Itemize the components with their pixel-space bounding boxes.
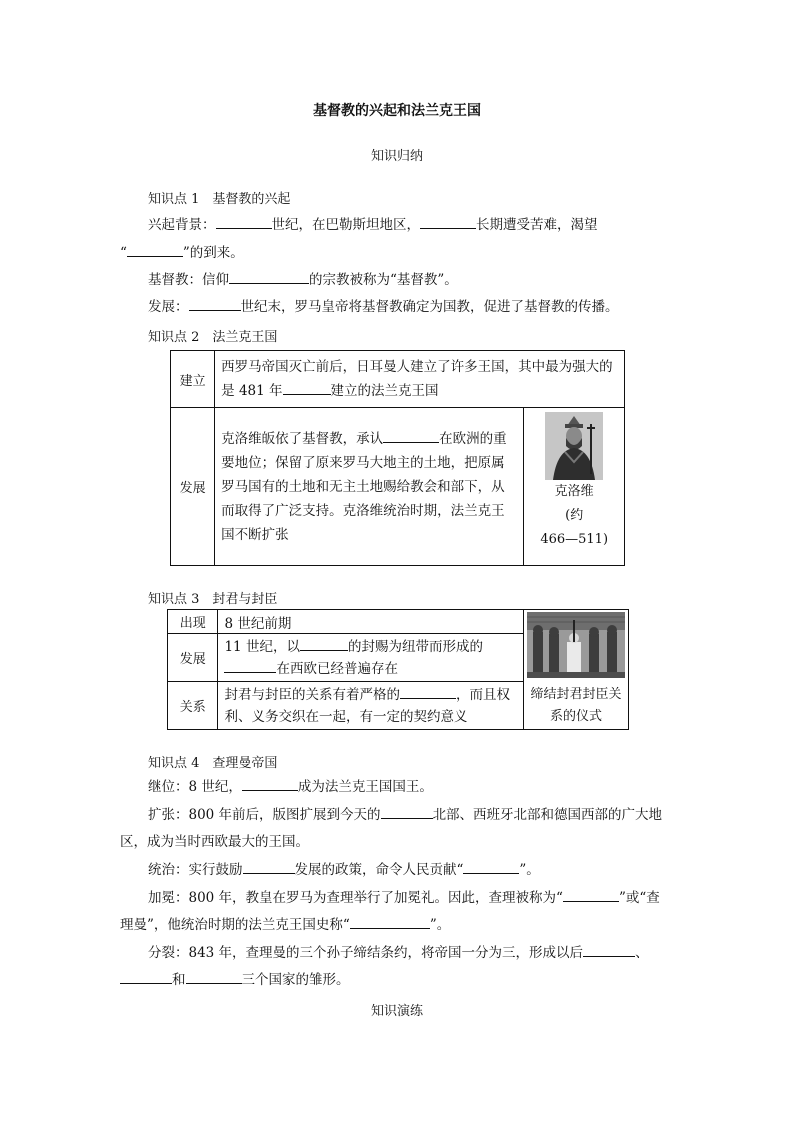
kp4-split-b: 、 xyxy=(635,945,649,961)
kp4-split-c: 和 xyxy=(172,972,186,988)
kp4-succession-line xyxy=(148,774,676,800)
kp4-heading: 知识点 4 查理曼帝国 xyxy=(148,756,278,771)
kp4-rule-line xyxy=(148,857,676,883)
kp1-christianity-a: 基督教：信仰 xyxy=(148,272,229,288)
kp2-founding-a: 西罗马帝国灭亡前后，日耳曼人建立了许多王国，其中最为强大的是 481 年 xyxy=(221,359,613,399)
kp1-background-b: 世纪，在巴勒斯坦地区， xyxy=(271,217,420,233)
kp3-image-cell xyxy=(524,610,629,730)
kp4-rule-b: 发展的政策，命令人民贡献“ xyxy=(294,862,464,878)
kp2-founding-b: 建立的法兰克王国 xyxy=(330,383,439,399)
kp2-row-development xyxy=(171,408,625,566)
kp1-background-c: 长期遭受苦难，渴望 xyxy=(476,217,598,233)
kp2-dev-text xyxy=(215,423,523,551)
kp1-background-line2 xyxy=(120,240,676,266)
portrait-caption-approx: (约 xyxy=(565,508,584,523)
kp1-christianity-line xyxy=(148,267,676,293)
kp2-founding-text xyxy=(215,351,624,407)
kp4-crown-line xyxy=(148,885,676,911)
kp1-background-d: “ xyxy=(120,245,127,261)
blank[interactable] xyxy=(189,296,241,311)
kp2-portrait-cell xyxy=(524,408,625,566)
kp3-row-appear xyxy=(168,610,629,634)
blank[interactable] xyxy=(400,684,456,699)
kp4-split-a: 分裂：843 年，查理曼的三个孙子缔结条约，将帝国一分为三，形成以后 xyxy=(148,945,584,961)
blank[interactable] xyxy=(283,380,331,395)
kp4-crown-b: ”或“查 xyxy=(618,890,660,906)
kp4-crown-a: 加冕：800 年，教皇在罗马为查理举行了加冕礼。因此，查理被称为“ xyxy=(148,890,563,906)
kp3-dev-b: 的封赐为纽带而形成的 xyxy=(347,638,483,655)
ceremony-image xyxy=(527,612,625,678)
kp4-rule-c: ”。 xyxy=(519,862,540,878)
kp2-dev-a: 克洛维皈依了基督教，承认 xyxy=(221,430,384,447)
kp3-rel-text xyxy=(218,683,523,729)
kp3-heading: 知识点 3 封君与封臣 xyxy=(148,592,278,607)
kp4-split-line2 xyxy=(120,967,676,993)
kp4-rule-a: 统治：实行鼓励 xyxy=(148,862,243,878)
section-subtitle: 知识归纳 xyxy=(370,149,423,164)
kp1-development-b: 世纪末，罗马皇帝将基督教确定为国教，促进了基督教的传播。 xyxy=(240,299,619,315)
ceremony-caption: 缔结封君封臣关系的仪式 xyxy=(530,687,622,724)
blank[interactable] xyxy=(229,269,309,284)
kp2-heading: 知识点 2 法兰克王国 xyxy=(148,330,278,345)
blank[interactable] xyxy=(563,887,619,902)
kp3-rel-label: 关系 xyxy=(168,682,218,730)
blank[interactable] xyxy=(300,636,348,651)
kp2-founding-cell xyxy=(215,351,625,408)
kp4-crown-c: 理曼”，他统治时期的法兰克王国史称“ xyxy=(120,917,350,933)
kp3-dev-cell xyxy=(218,634,524,682)
kp1-christianity-b: 的宗教被称为“基督教”。 xyxy=(309,272,458,288)
blank[interactable] xyxy=(381,804,433,819)
kp4-expansion-line xyxy=(148,802,676,828)
kp4-crown-d: ”。 xyxy=(429,917,451,933)
blank[interactable] xyxy=(242,776,298,791)
portrait-caption-years: 466—511) xyxy=(540,532,609,547)
kp1-development-line xyxy=(148,294,676,320)
kp2-dev-cell xyxy=(215,408,524,566)
kp4-expansion-a: 扩张：800 年前后，版图扩展到今天的 xyxy=(148,807,381,823)
kp3-dev-a: 11 世纪，以 xyxy=(224,638,300,655)
kp2-table xyxy=(170,350,625,566)
kp3-dev-text xyxy=(218,635,523,681)
kp1-development-a: 发展： xyxy=(148,299,189,315)
blank[interactable] xyxy=(120,969,172,984)
kp3-rel-a: 封君与封臣的关系有着严格的 xyxy=(224,686,400,703)
kp4-split-line xyxy=(148,940,676,966)
kp1-heading: 知识点 1 基督教的兴起 xyxy=(148,192,291,207)
kp2-founding-label: 建立 xyxy=(171,351,215,408)
kp3-appear-text: 8 世纪前期 xyxy=(218,610,524,634)
kp2-dev-b: 在欧洲的重要地位；保留了原来罗马大地主的土地，把原属罗马国有的土地和无主土地赐给教会和部下，从而取得了广泛支持。克洛维统治时期，法兰克王国不断扩张 xyxy=(221,430,507,543)
blank[interactable] xyxy=(216,214,272,229)
kp4-succession-a: 继位：8 世纪， xyxy=(148,779,242,795)
blank[interactable] xyxy=(583,942,635,957)
blank[interactable] xyxy=(186,969,242,984)
blank[interactable] xyxy=(463,859,519,874)
clovis-portrait-image xyxy=(545,412,603,480)
blank[interactable] xyxy=(383,428,439,443)
kp3-rel-cell xyxy=(218,682,524,730)
kp4-expansion-b: 北部、西班牙北部和德国西部的广大地 xyxy=(432,807,663,823)
kp4-succession-b: 成为法兰克王国国王。 xyxy=(297,779,433,795)
kp2-dev-label: 发展 xyxy=(171,408,215,566)
blank[interactable] xyxy=(224,658,276,673)
portrait-caption-name: 克洛维 xyxy=(554,484,594,499)
blank[interactable] xyxy=(127,242,183,257)
kp1-background-line xyxy=(148,212,676,238)
kp4-split-d: 三个国家的雏形。 xyxy=(241,972,350,988)
kp2-row-founding xyxy=(171,351,625,408)
kp3-rel-b: ，而且权利、义务交织在一起，有一定的契约意义 xyxy=(224,686,510,725)
kp1-background-e: ”的到来。 xyxy=(182,245,244,261)
blank[interactable] xyxy=(350,914,430,929)
kp3-dev-label: 发展 xyxy=(168,634,218,682)
page-title: 基督教的兴起和法兰克王国 xyxy=(313,103,481,119)
kp4-crown-line2 xyxy=(120,912,676,938)
blank[interactable] xyxy=(243,859,295,874)
kp3-appear-label: 出现 xyxy=(168,610,218,634)
kp3-dev-c: 在西欧已经普遍存在 xyxy=(276,660,398,677)
footer-heading: 知识演练 xyxy=(370,1004,423,1019)
blank[interactable] xyxy=(420,214,476,229)
kp3-table xyxy=(167,609,629,730)
kp4-expansion-line2: 区，成为当时西欧最大的王国。 xyxy=(120,834,309,850)
kp1-background-a: 兴起背景： xyxy=(148,217,216,233)
